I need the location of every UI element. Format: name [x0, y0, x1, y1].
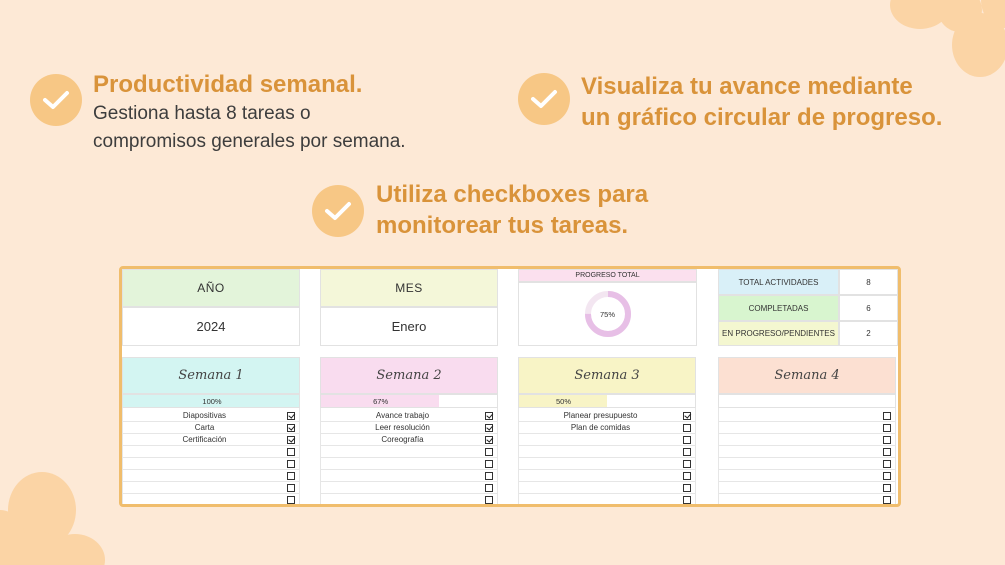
week-progress-bar [718, 394, 896, 408]
task-row [320, 410, 498, 422]
stat-total-value: 8 [839, 269, 898, 295]
task-checkbox[interactable] [883, 424, 891, 432]
week-percent: 100% [202, 397, 222, 406]
task-checkbox[interactable] [485, 412, 493, 420]
week-percent: 50% [555, 397, 571, 406]
week-progress-bar [122, 394, 300, 408]
check-icon [324, 200, 352, 222]
task-checkbox[interactable] [683, 448, 691, 456]
stat-completed-value: 6 [839, 295, 898, 321]
task-checkbox[interactable] [883, 484, 891, 492]
task-row [518, 482, 696, 494]
task-name[interactable]: Avance trabajo [375, 411, 430, 420]
task-row [122, 470, 300, 482]
task-row [320, 494, 498, 506]
feature-1-title: Productividad semanal. [93, 71, 363, 98]
weekly-planner-sheet [119, 266, 901, 507]
stat-total-label: TOTAL ACTIVIDADES [718, 269, 839, 295]
task-checkbox[interactable] [287, 436, 295, 444]
task-row [718, 482, 896, 494]
feature-1-check-badge [30, 74, 82, 126]
task-row [320, 482, 498, 494]
task-checkbox[interactable] [485, 448, 493, 456]
task-row [122, 482, 300, 494]
year-label: AÑO [122, 269, 300, 307]
task-row [718, 410, 896, 422]
week-progress-bar [320, 394, 498, 408]
task-row [122, 458, 300, 470]
task-checkbox[interactable] [883, 436, 891, 444]
task-row [122, 422, 300, 434]
stat-pending-value: 2 [839, 321, 898, 346]
task-checkbox[interactable] [485, 496, 493, 504]
task-row [122, 410, 300, 422]
task-row [718, 434, 896, 446]
month-value[interactable]: Enero [320, 307, 498, 346]
week-title: Semana 2 [320, 357, 498, 394]
task-checkbox[interactable] [683, 496, 691, 504]
check-icon [530, 88, 558, 110]
task-row [320, 434, 498, 446]
task-checkbox[interactable] [683, 412, 691, 420]
week-title: Semana 3 [518, 357, 696, 394]
task-checkbox[interactable] [485, 472, 493, 480]
task-row [320, 422, 498, 434]
task-name[interactable]: Diapositivas [182, 411, 227, 420]
task-row [518, 410, 696, 422]
task-checkbox[interactable] [485, 424, 493, 432]
feature-2-title: Visualiza tu avance mediante un gráfico circular de progreso. [581, 73, 943, 131]
task-name[interactable]: Leer resolución [375, 423, 430, 432]
stat-pending-label: EN PROGRESO/PENDIENTES [718, 321, 839, 346]
task-checkbox[interactable] [683, 424, 691, 432]
task-checkbox[interactable] [683, 436, 691, 444]
task-name[interactable]: Planear presupuesto [563, 411, 638, 420]
task-row [122, 446, 300, 458]
task-checkbox[interactable] [683, 460, 691, 468]
task-row [518, 458, 696, 470]
task-row [718, 446, 896, 458]
task-row [518, 494, 696, 506]
task-checkbox[interactable] [287, 448, 295, 456]
progress-donut-value: 75% [599, 309, 615, 319]
task-checkbox[interactable] [883, 472, 891, 480]
task-row [518, 446, 696, 458]
task-row [122, 494, 300, 506]
task-checkbox[interactable] [287, 424, 295, 432]
task-checkbox[interactable] [287, 460, 295, 468]
task-checkbox[interactable] [883, 448, 891, 456]
task-row [320, 470, 498, 482]
task-row [718, 422, 896, 434]
task-checkbox[interactable] [485, 460, 493, 468]
task-checkbox[interactable] [683, 484, 691, 492]
task-checkbox[interactable] [883, 496, 891, 504]
feature-2-check-badge [518, 73, 570, 125]
task-checkbox[interactable] [883, 412, 891, 420]
task-checkbox[interactable] [287, 484, 295, 492]
task-checkbox[interactable] [287, 496, 295, 504]
task-name[interactable]: Coreografía [381, 435, 424, 444]
task-name[interactable]: Plan de comidas [570, 423, 631, 432]
task-row [718, 470, 896, 482]
task-row [718, 458, 896, 470]
task-name[interactable]: Carta [194, 423, 215, 432]
task-checkbox[interactable] [287, 412, 295, 420]
stat-completed-label: COMPLETADAS [718, 295, 839, 321]
task-checkbox[interactable] [485, 436, 493, 444]
task-row [320, 446, 498, 458]
task-checkbox[interactable] [883, 460, 891, 468]
task-checkbox[interactable] [485, 484, 493, 492]
feature-3-check-badge [312, 185, 364, 237]
task-row [518, 470, 696, 482]
feature-3-title: Utiliza checkboxes para monitorear tus tareas. [376, 181, 649, 239]
task-row [518, 422, 696, 434]
task-row [518, 434, 696, 446]
progress-donut-cell [518, 282, 697, 346]
task-row [718, 494, 896, 506]
task-checkbox[interactable] [287, 472, 295, 480]
task-name[interactable]: Certificación [182, 435, 227, 444]
week-title: Semana 1 [122, 357, 300, 394]
task-checkbox[interactable] [683, 472, 691, 480]
progress-total-title: PROGRESO TOTAL [518, 269, 697, 282]
feature-1-body: Gestiona hasta 8 tareas o compromisos generales por semana. [93, 103, 406, 152]
week-title: Semana 4 [718, 357, 896, 394]
year-value[interactable]: 2024 [122, 307, 300, 346]
task-row [122, 434, 300, 446]
task-row [320, 458, 498, 470]
flower-decoration-bottom-left [0, 470, 110, 565]
flower-decoration-top-right [890, 0, 1005, 80]
month-label: MES [320, 269, 498, 307]
week-progress-bar [518, 394, 696, 408]
week-percent: 67% [373, 397, 389, 406]
check-icon [42, 89, 70, 111]
